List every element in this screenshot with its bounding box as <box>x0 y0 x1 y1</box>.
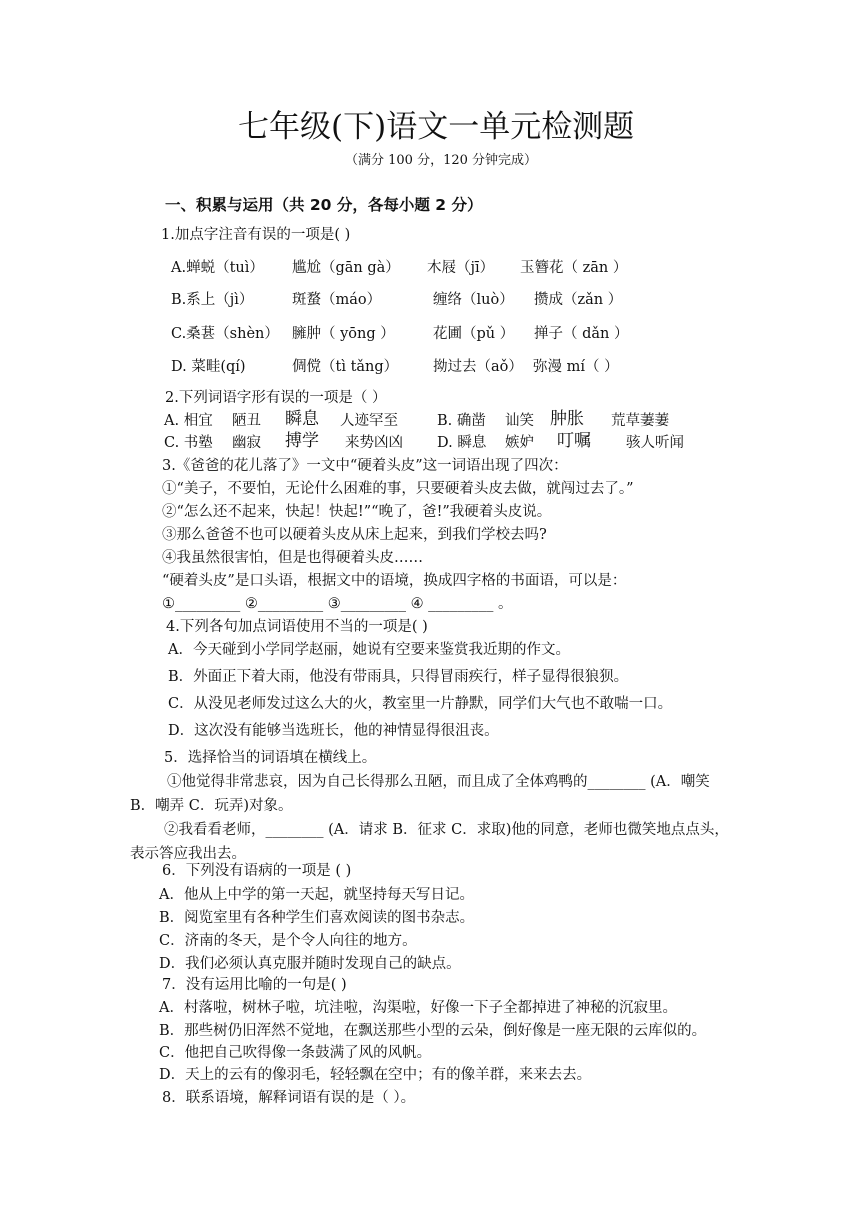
option-word: 叮嘱 <box>557 431 591 451</box>
option-cell: 掸子（ dǎn ） <box>534 326 629 342</box>
option-line: A．他从上中学的第一天起，就坚持每天写日记。 <box>159 887 474 903</box>
option-word: 陋丑 <box>232 413 261 429</box>
option-line: B．外面正下着大雨，他没有带雨具，只得冒雨疾行，样子显得很狼狈。 <box>168 669 629 685</box>
page-title: 七年级(下)语文一单元检测题 <box>238 109 635 145</box>
option-cell: 拗过去（aǒ） <box>433 359 523 375</box>
option-line: B．那些树仍旧浑然不觉地，在飘送那些小型的云朵，倒好像是一座无限的云库似的。 <box>159 1023 707 1039</box>
option-cell: C.桑葚（shèn） <box>171 326 279 342</box>
quote-line: ③那么爸爸不也可以硬着头皮从床上起来，到我们学校去吗? <box>162 527 547 543</box>
option-line: A．村落啦，树林子啦，坑洼啦，沟渠啦，好像一下子全都掉进了神秘的沉寂里。 <box>159 1000 677 1016</box>
option-cell: 斑蝥（máo） <box>292 292 382 308</box>
option-word: 人迹罕至 <box>340 413 398 429</box>
option-line: D．我们必须认真克服并随时发现自己的缺点。 <box>159 956 461 972</box>
option-word: 搏学 <box>285 431 319 451</box>
fill-line: ①他觉得非常悲哀，因为自己长得那么丑陋，而且成了全体鸡鸭的________ (A．嘲笑 <box>167 774 710 790</box>
option-line: D．天上的云有的像羽毛，轻轻飘在空中；有的像羊群，来来去去。 <box>159 1067 592 1083</box>
option-line: D．这次没有能够当选班长，他的神情显得很沮丧。 <box>168 723 499 739</box>
option-word: C. 书塾 <box>164 435 213 451</box>
option-cell: 玉簪花（ zān ） <box>520 260 628 276</box>
option-cell: 尴尬（gān gà） <box>292 260 400 276</box>
option-cell: D. 菜畦(qí) <box>171 359 246 375</box>
option-word: 肿胀 <box>550 409 584 429</box>
option-line: B．阅览室里有各种学生们喜欢阅读的图书杂志。 <box>159 910 475 926</box>
option-cell: 攒成（zǎn ） <box>534 292 623 308</box>
option-cell: 弥漫 mí（ ） <box>533 359 619 375</box>
option-word: 荒草萋萋 <box>611 413 669 429</box>
option-cell: 臃肿（ yōng ） <box>292 326 395 342</box>
question-stem: 6．下列没有语病的一项是 ( ) <box>162 863 352 879</box>
option-line: C．济南的冬天，是个令人向往的地方。 <box>159 933 417 949</box>
option-cell: 缠络（luò） <box>433 292 514 308</box>
fill-line: 表示答应我出去。 <box>130 846 246 862</box>
question-stem: 2.下列词语字形有误的一项是（ ） <box>165 390 387 406</box>
option-word: A. 相宜 <box>164 413 213 429</box>
option-cell: A.蝉蜕（tuì） <box>171 260 264 276</box>
option-cell: 木屐（jī） <box>427 260 495 276</box>
quote-line: ②“怎么还不起来，快起！快起!”“晚了，爸!”我硬着头皮说。 <box>162 504 552 520</box>
question-stem: 7．没有运用比喻的一句是( ) <box>162 977 347 993</box>
quote-line: ④我虽然很害怕，但是也得硬着头皮…… <box>162 550 423 566</box>
answer-blanks: ①_________ ②_________ ③_________ ④ _________ 。 <box>162 596 513 612</box>
quote-line: ①“美子，不要怕，无论什么困难的事，只要硬着头皮去做，就闯过去了。” <box>162 481 634 497</box>
question-stem: 8．联系语境，解释词语有误的是（ ）。 <box>162 1090 416 1106</box>
option-word: 讪笑 <box>505 413 534 429</box>
option-line: C．从没见老师发过这么大的火，教室里一片静默，同学们大气也不敢喘一口。 <box>168 696 673 712</box>
question-stem: 3.《爸爸的花儿落了》一文中“硬着头皮”这一词语出现了四次： <box>162 458 568 474</box>
option-word: B. 确凿 <box>437 413 486 429</box>
option-word: 嫉妒 <box>505 435 534 451</box>
section-heading: 一、积累与运用（共 20 分，各每小题 2 分） <box>165 196 483 214</box>
option-word: 来势凶凶 <box>345 435 403 451</box>
question-stem: 4.下列各句加点词语使用不当的一项是( ) <box>166 619 428 635</box>
option-line: C．他把自己吹得像一条鼓满了风的风帆。 <box>159 1045 432 1061</box>
fill-line: ②我看看老师，________ (A．请求 B．征求 C．求取)他的同意，老师也微笑地点点头， <box>164 822 729 838</box>
fill-line: B．嘲弄 C．玩弄)对象。 <box>130 798 293 814</box>
option-cell: 花圃（pǔ ） <box>433 326 515 342</box>
page-subtitle: （满分 100 分，120 分钟完成） <box>345 153 538 168</box>
question-stem: 1.加点字注音有误的一项是( ) <box>161 227 351 243</box>
option-word: 瞬息 <box>285 409 319 429</box>
option-cell: B.系上（jì） <box>171 292 254 308</box>
question-stem: 5．选择恰当的词语填在横线上。 <box>164 750 377 766</box>
option-word: 骇人听闻 <box>626 435 684 451</box>
option-cell: 倜傥（tì tǎng） <box>292 359 399 375</box>
option-word: 幽寂 <box>232 435 261 451</box>
question-note: “硬着头皮”是口头语，根据文中的语境，换成四字格的书面语，可以是： <box>162 573 627 589</box>
option-word: D. 瞬息 <box>437 435 487 451</box>
option-line: A．今天碰到小学同学赵丽，她说有空要来鉴赏我近期的作文。 <box>168 642 570 658</box>
